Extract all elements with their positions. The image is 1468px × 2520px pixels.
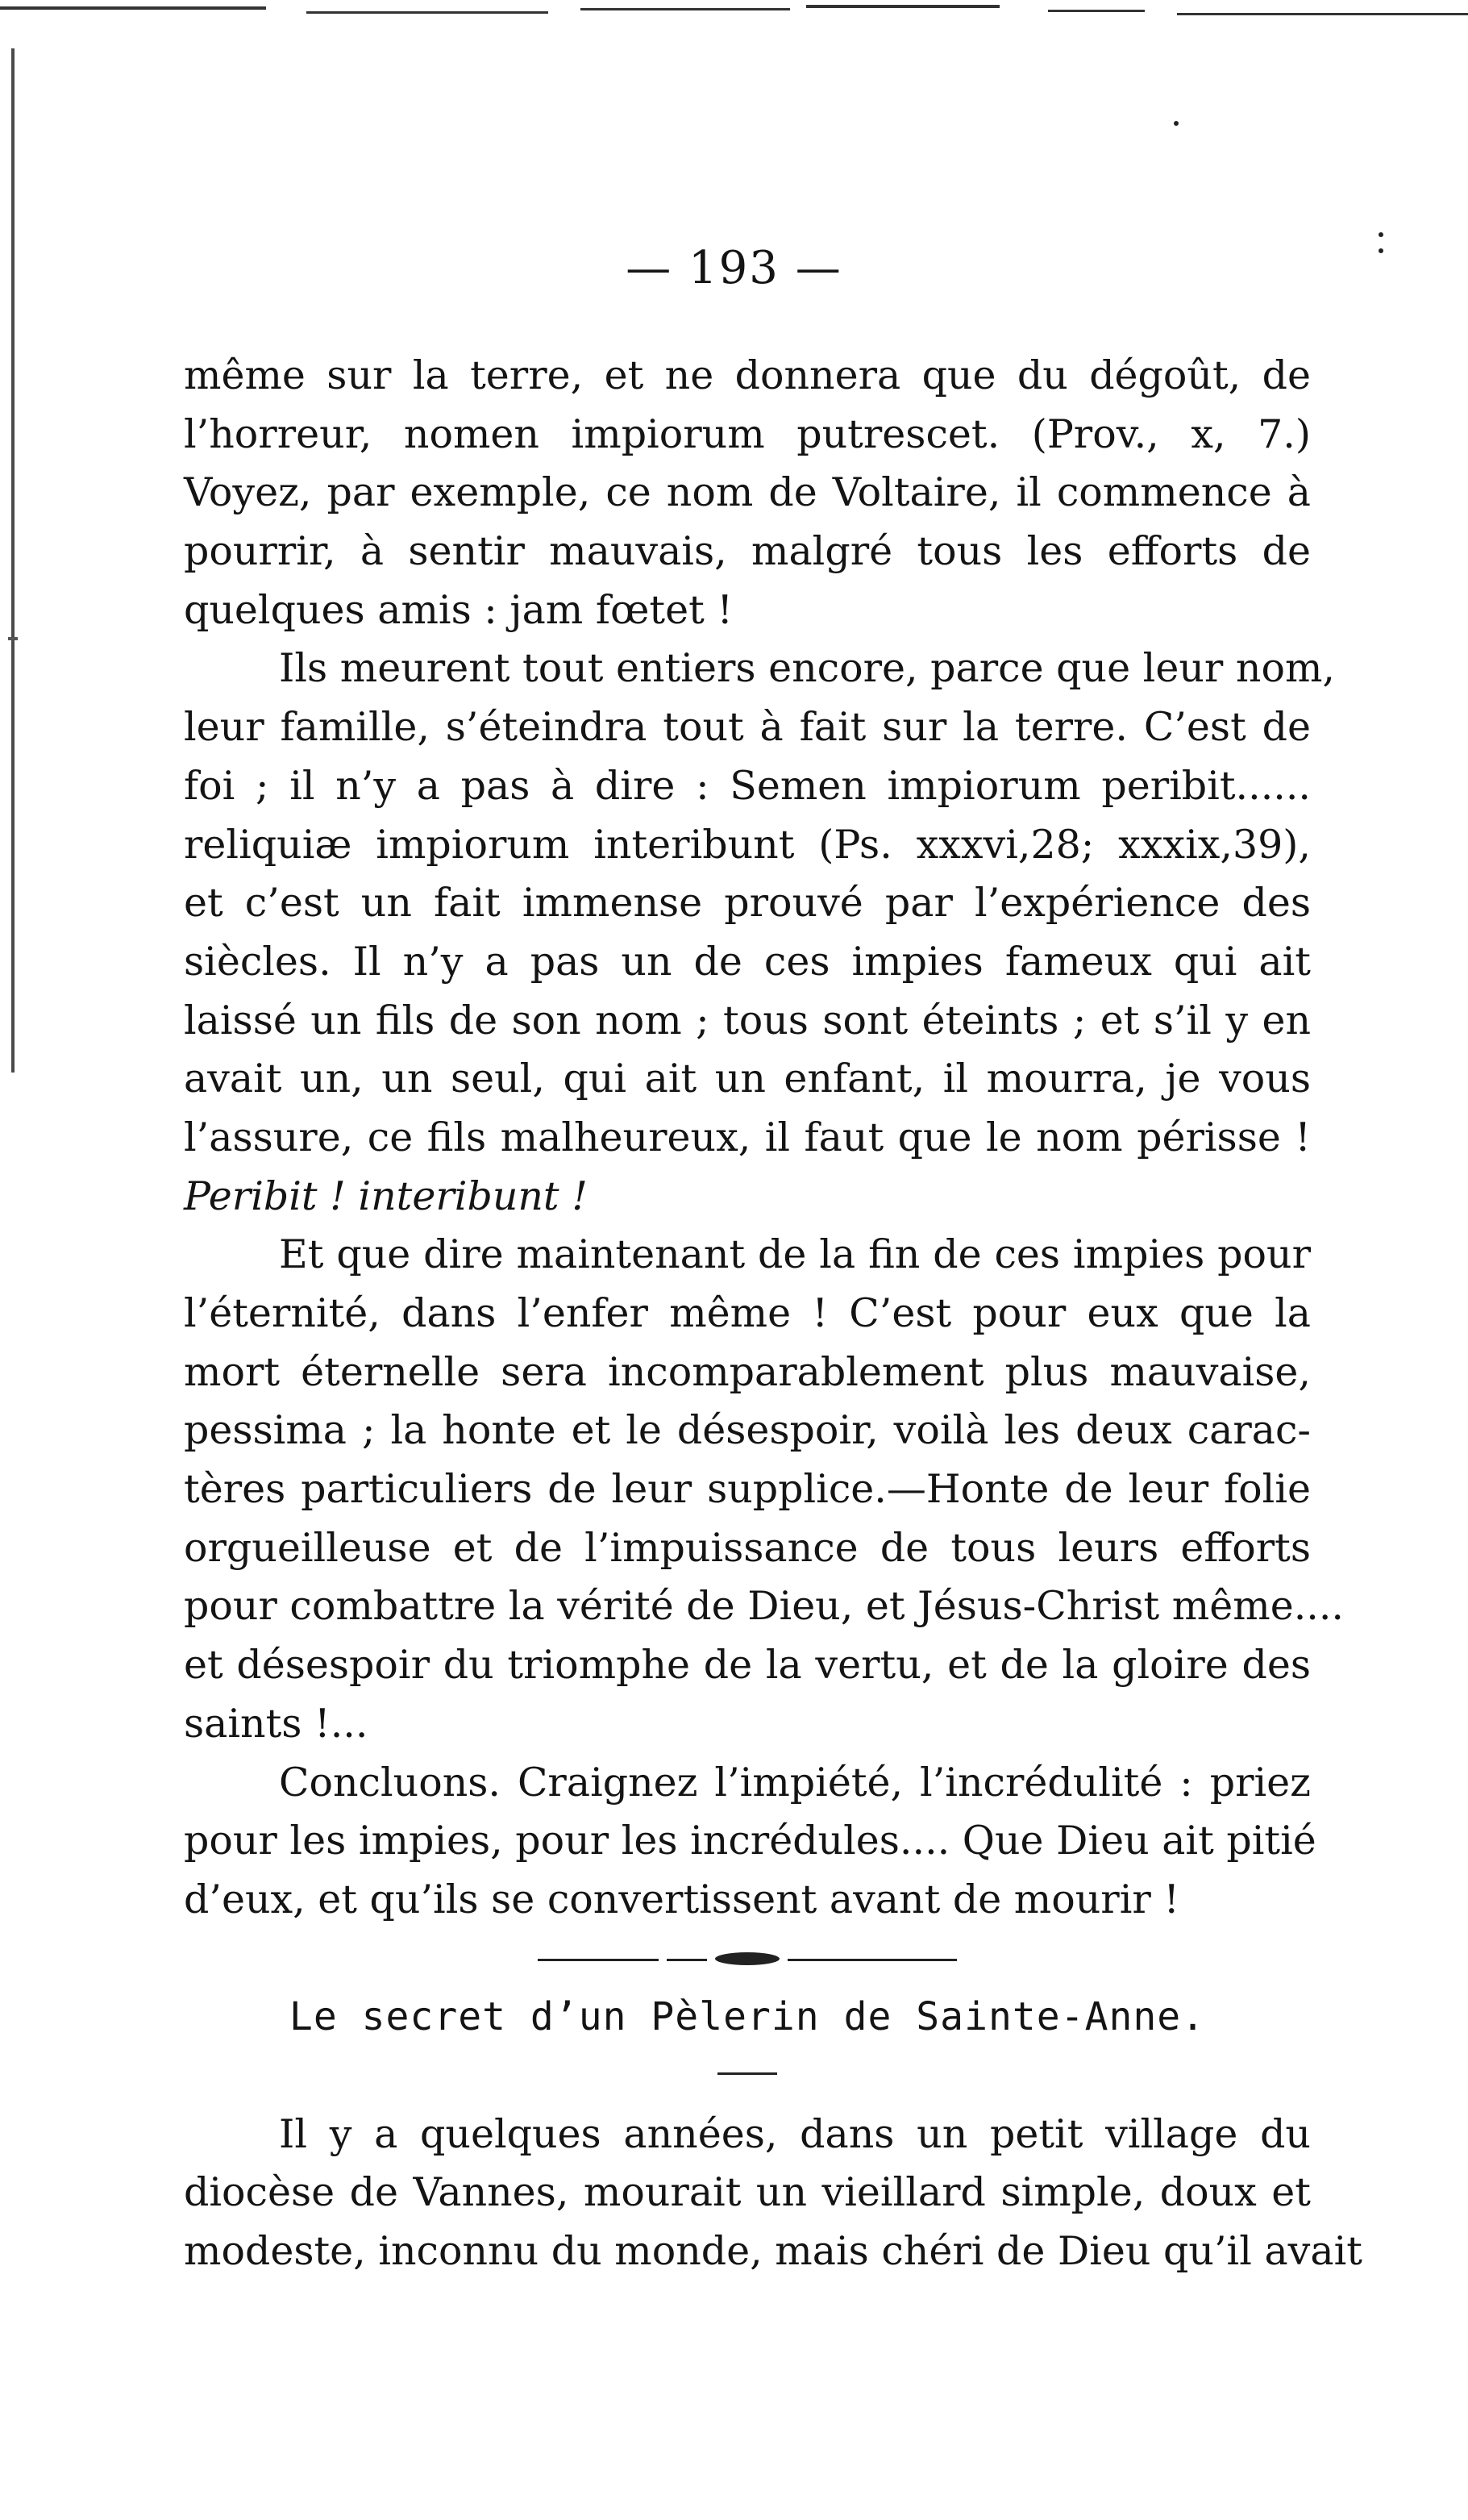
- text-line: Il y a quelques années, dans un petit village du: [279, 2110, 1311, 2157]
- text-line: laissé un fils de son nom ; tous sont éteints ; et s’il y en: [184, 997, 1311, 1043]
- text-line: quelques amis : jam fœtet !: [184, 586, 734, 633]
- scan-top-edge: [0, 0, 1468, 37]
- text-line: tères particuliers de leur supplice.—Honte de leur folie: [184, 1466, 1311, 1513]
- text-line: foi ; il n’y a pas à dire : Semen impiorum peribit......: [184, 762, 1311, 809]
- text-line: l’horreur, nomen impiorum putrescet. (Prov., x, 7.): [184, 410, 1311, 457]
- heading-rule: [184, 2047, 1311, 2106]
- text-line: pourrir, à sentir mauvais, malgré tous les efforts de: [184, 528, 1311, 575]
- text-line: Et que dire maintenant de la fin de ces impies pour: [279, 1231, 1311, 1278]
- section-heading: Le secret d’un Pèlerin de Sainte-Anne.: [289, 1994, 1206, 2040]
- text-line: pour combattre la vérité de Dieu, et Jésus-Christ même....: [184, 1583, 1344, 1630]
- scan-left-edge: [11, 48, 21, 1073]
- text-line: même sur la terre, et ne donnera que du dégoût, de: [184, 352, 1311, 398]
- text-line: siècles. Il n’y a pas un de ces impies fameux qui ait: [184, 938, 1311, 985]
- text-line: saints !...: [184, 1700, 368, 1747]
- text-line: reliquiæ impiorum interibunt (Ps. xxxvi,28; xxxix,39),: [184, 821, 1311, 868]
- text-line: et c’est un fait immense prouvé par l’expérience des: [184, 880, 1311, 927]
- short-rule: [717, 2072, 777, 2075]
- text-line: modeste, inconnu du monde, mais chéri de Dieu qu’il avait: [184, 2228, 1362, 2274]
- text-line: diocèse de Vannes, mourait un vieillard simple, doux et: [184, 2169, 1311, 2216]
- text-line: et désespoir du triomphe de la vertu, et de la gloire des: [184, 1642, 1311, 1689]
- text-line: Concluons. Craignez l’impiété, l’incrédulité : priez: [279, 1759, 1311, 1806]
- page-text: [184, 347, 1362, 2281]
- text-line: Voyez, par exemple, ce nom de Voltaire, il commence à: [184, 469, 1311, 516]
- text-line: d’eux, et qu’ils se convertissent avant de mourir !: [184, 1876, 1180, 1922]
- text-line: orgueilleuse et de l’impuissance de tous leurs efforts: [184, 1524, 1311, 1571]
- fleuron-ornament: [538, 1957, 957, 1962]
- scan-left-mark: [8, 637, 18, 640]
- text-line: l’éternité, dans l’enfer même ! C’est pour eux que la: [184, 1290, 1311, 1336]
- page-number: — 193 —: [626, 242, 842, 294]
- text-line: mort éternelle sera incomparablement plus mauvaise,: [184, 1348, 1311, 1395]
- text-line: pessima ; la honte et le désespoir, voilà les deux carac-: [184, 1407, 1311, 1454]
- text-line: Ils meurent tout entiers encore, parce que leur nom,: [279, 645, 1336, 692]
- scan-speck: [1174, 121, 1179, 126]
- section-divider: [184, 1930, 1311, 1989]
- text-line: Peribit ! interibunt !: [184, 1173, 588, 1219]
- scan-speck: [1379, 232, 1383, 237]
- text-line: leur famille, s’éteindra tout à fait sur la terre. C’est de: [184, 704, 1311, 751]
- text-line: avait un, un seul, qui ait un enfant, il mourra, je vous: [184, 1056, 1311, 1102]
- text-line: pour les impies, pour les incrédules.... Que Dieu ait pitié: [184, 1818, 1316, 1864]
- text-line: l’assure, ce fils malheureux, il faut que le nom périsse !: [184, 1114, 1311, 1160]
